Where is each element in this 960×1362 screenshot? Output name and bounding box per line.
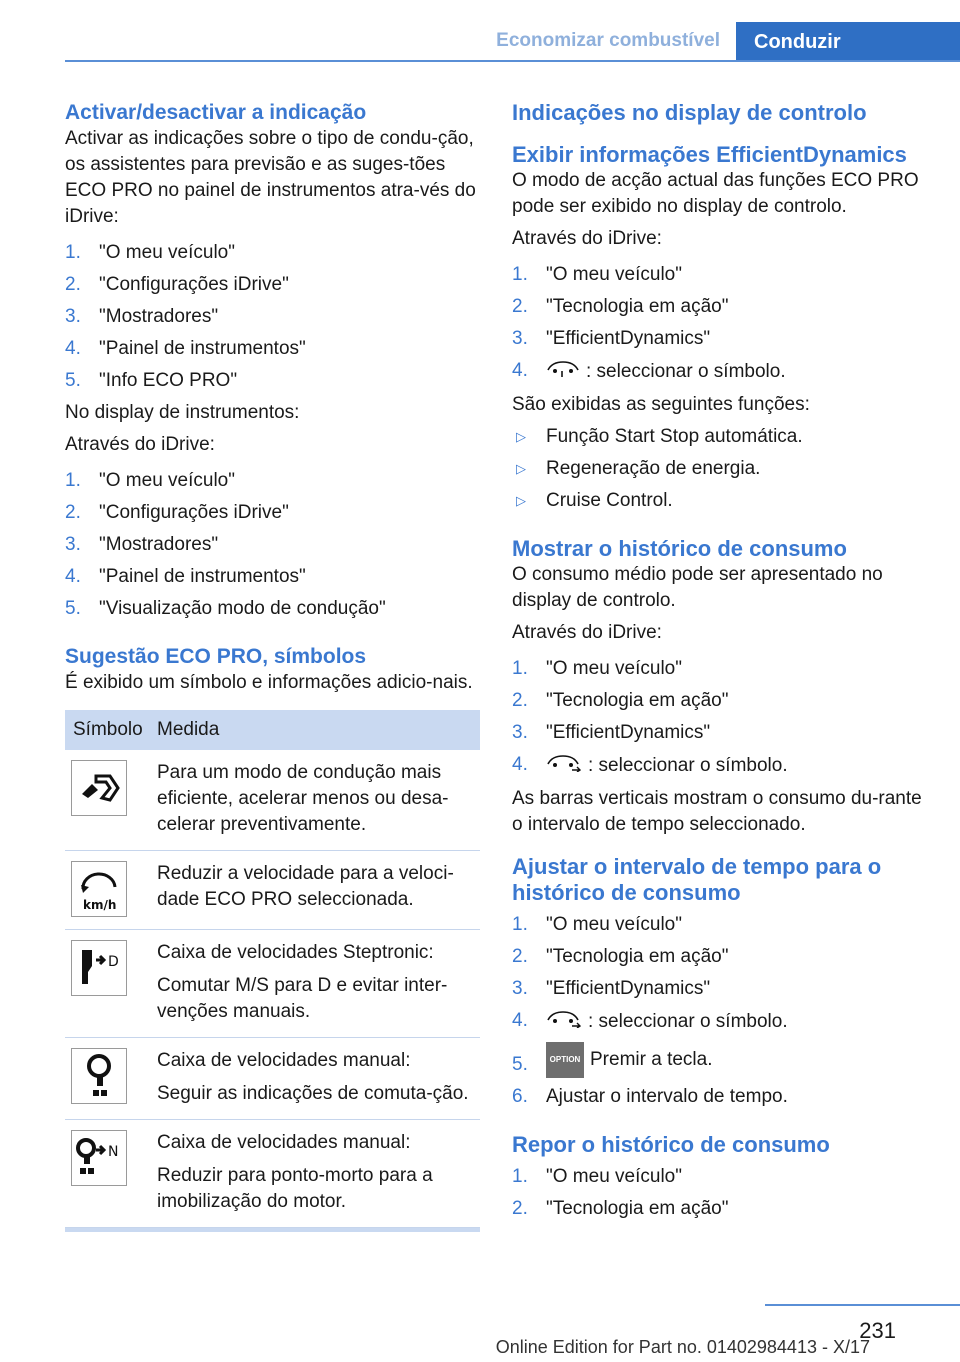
steps-list-2: [65, 468, 480, 622]
option-key-icon: OPTION: [546, 1042, 584, 1078]
triangle-bullet-icon: ▷: [516, 429, 526, 444]
paragraph-display: No display de instrumentos:: [65, 402, 300, 423]
header-tab: Conduzir: [736, 22, 960, 62]
steps-list-right-4: [512, 1164, 922, 1222]
list-item: 1. "O meu veículo": [512, 264, 682, 285]
car-history-icon: [546, 1008, 582, 1036]
list-item: 5. OPTION Premir a tecla.: [512, 1042, 922, 1078]
paragraph-idrive-right-2: Através do iDrive:: [512, 622, 662, 643]
functions-list: [512, 424, 922, 514]
table-row: Caixa de velocidades manual: Seguir as indicações de comuta-ção.: [65, 1038, 480, 1120]
list-item: 2. "Tecnologia em ação": [512, 296, 729, 317]
heading-interval: Ajustar o intervalo de tempo para o histórico de consumo: [512, 854, 882, 905]
steps-list-1: [65, 240, 480, 394]
paragraph-activate: Activar as indicações sobre o tipo de condu-ção, os assistentes para previsão e as suges-tões ECO PRO no painel de instrumentos atra-vés do iDrive:: [65, 128, 476, 227]
list-item: 3. "EfficientDynamics": [512, 978, 711, 999]
list-item: 2. "Tecnologia em ação": [512, 690, 729, 711]
paragraph-history: O consumo médio pode ser apresentado no display de controlo.: [512, 564, 883, 611]
gear-shift-n-icon: [71, 1130, 127, 1186]
heading-efficientdynamics: Exibir informações EfficientDynamics: [512, 142, 907, 167]
paragraph-bars: As barras verticais mostram o consumo du-rante o intervalo de tempo seleccionado.: [512, 788, 922, 835]
steps-list-right-2: [512, 656, 922, 780]
column-header-measure: Medida: [149, 710, 480, 750]
heading-reset: Repor o histórico de consumo: [512, 1132, 830, 1157]
triangle-bullet-icon: ▷: [516, 493, 526, 508]
list-item: 3. "EfficientDynamics": [512, 328, 711, 349]
list-item: 1. "O meu veículo": [512, 658, 682, 679]
heading-history: Mostrar o histórico de consumo: [512, 536, 847, 561]
svg-text:N: N: [108, 1144, 119, 1160]
list-item: 6. Ajustar o intervalo de tempo.: [512, 1086, 788, 1107]
paragraph-idrive: Através do iDrive:: [65, 434, 215, 455]
list-item: 4. : seleccionar o símbolo.: [512, 752, 922, 780]
list-item: ▷ Regeneração de energia.: [512, 456, 922, 482]
list-item: 4. : seleccionar o símbolo.: [512, 1008, 922, 1036]
list-item: 2. "Tecnologia em ação": [512, 1198, 729, 1219]
table-row: km/h Reduzir a velocidade para a veloci-dade ECO PRO seleccionada.: [65, 851, 480, 930]
page-header: [65, 0, 960, 62]
gear-shift-icon: [71, 1048, 127, 1104]
list-item: 1. "O meu veículo": [512, 914, 682, 935]
list-item: 4. "Painel de instrumentos": [65, 566, 306, 587]
column-header-symbol: Símbolo: [65, 710, 149, 750]
speed-kmh-icon: [71, 861, 127, 917]
heading-activate: Activar/desactivar a indicação: [65, 101, 367, 124]
list-item: ▷ Cruise Control.: [512, 488, 922, 514]
car-history-icon: [546, 752, 582, 780]
list-item: 4. : seleccionar o símbolo.: [512, 358, 922, 386]
svg-text:D: D: [108, 954, 119, 970]
car-efficiency-icon: [546, 358, 580, 386]
header-rule: [65, 60, 960, 62]
gear-shift-d-icon: [71, 940, 127, 996]
list-item: 1. "O meu veículo": [65, 242, 235, 263]
paragraph-eco: É exibido um símbolo e informações adicio-nais.: [65, 672, 473, 693]
steps-list-right-1: [512, 262, 922, 386]
page-number: 231: [859, 1318, 896, 1343]
symbols-table: [65, 710, 480, 1228]
list-item: 5. "Visualização modo de condução": [65, 598, 386, 619]
table-row: Para um modo de condução mais eficiente, acelerar menos ou desa-celerar preventivamente.: [65, 750, 480, 851]
list-item: 4. "Painel de instrumentos": [65, 338, 306, 359]
list-item: 1. "O meu veículo": [65, 470, 235, 491]
table-row: D Caixa de velocidades Steptronic: Comutar M/S para D e evitar inter-venções manuais.: [65, 930, 480, 1038]
list-item: 2. "Configurações iDrive": [65, 502, 289, 523]
edition-note: Online Edition for Part no. 01402984413 - X/17: [495, 1337, 870, 1357]
table-end-rule: [65, 1228, 480, 1232]
paragraph-idrive-right: Através do iDrive:: [512, 228, 662, 249]
paragraph-efficientdynamics: O modo de acção actual das funções ECO PRO pode ser exibido no display de controlo.: [512, 170, 919, 217]
table-row: N Caixa de velocidades manual: Reduzir para ponto-morto para a imobilização do motor.: [65, 1120, 480, 1228]
triangle-bullet-icon: ▷: [516, 461, 526, 476]
steps-list-right-3: [512, 912, 922, 1110]
list-item: 3. "Mostradores": [65, 534, 219, 555]
pedal-icon: [71, 760, 127, 816]
list-item: 3. "EfficientDynamics": [512, 722, 711, 743]
table-header-row: [65, 710, 480, 750]
heading-control-display: Indicações no display de controlo: [512, 100, 867, 125]
list-item: 5. "Info ECO PRO": [65, 370, 238, 391]
svg-text:km/h: km/h: [83, 898, 117, 912]
footer-rule: [765, 1304, 960, 1306]
list-item: 2. "Tecnologia em ação": [512, 946, 729, 967]
right-column: [512, 100, 922, 1228]
heading-eco-symbols: Sugestão ECO PRO, símbolos: [65, 645, 367, 668]
paragraph-functions: São exibidas as seguintes funções:: [512, 394, 810, 415]
list-item: 2. "Configurações iDrive": [65, 274, 289, 295]
header-section: Economizar combustível: [496, 30, 720, 51]
left-column: [65, 100, 480, 1232]
list-item: ▷ Função Start Stop automática.: [512, 424, 922, 450]
list-item: 1. "O meu veículo": [512, 1166, 682, 1187]
list-item: 3. "Mostradores": [65, 306, 219, 327]
